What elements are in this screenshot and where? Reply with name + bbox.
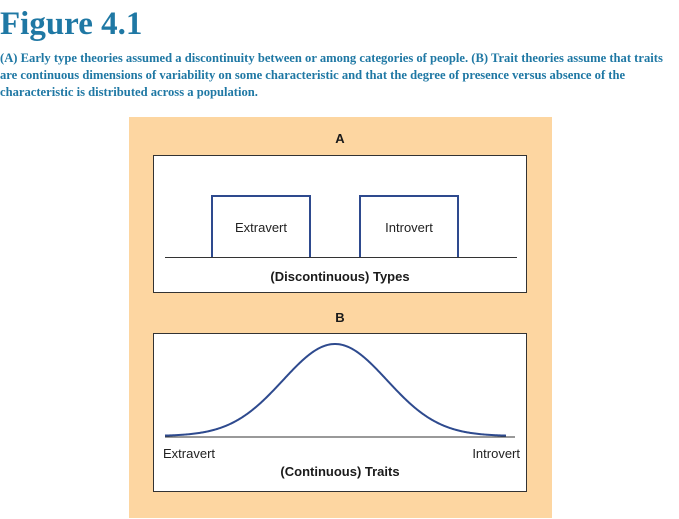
figure-panel	[129, 117, 552, 518]
traits-left-label: Extravert	[163, 446, 216, 461]
panel-b-label: B	[335, 310, 345, 325]
types-title: (Discontinuous) Types	[270, 269, 410, 284]
traits-right-label: Introvert	[472, 446, 520, 461]
panel-a-label: A	[335, 131, 345, 146]
types-baseline	[165, 257, 517, 258]
bell-curve-path	[165, 344, 506, 436]
extravert-type-box: Extravert	[211, 195, 311, 257]
types-diagram	[153, 155, 527, 293]
traits-title: (Continuous) Traits	[280, 464, 400, 479]
figure-caption: (A) Early type theories assumed a discontinuity between or among categories of people. (B) Trait theories assume that traits are continuous dimensions of variability on some characteristic and that the degree of presence versus absence of the characteristic is distributed across a population.	[0, 51, 663, 99]
traits-diagram	[153, 333, 527, 492]
introvert-type-box: Introvert	[359, 195, 459, 257]
figure-title: Figure 4.1	[0, 6, 143, 42]
